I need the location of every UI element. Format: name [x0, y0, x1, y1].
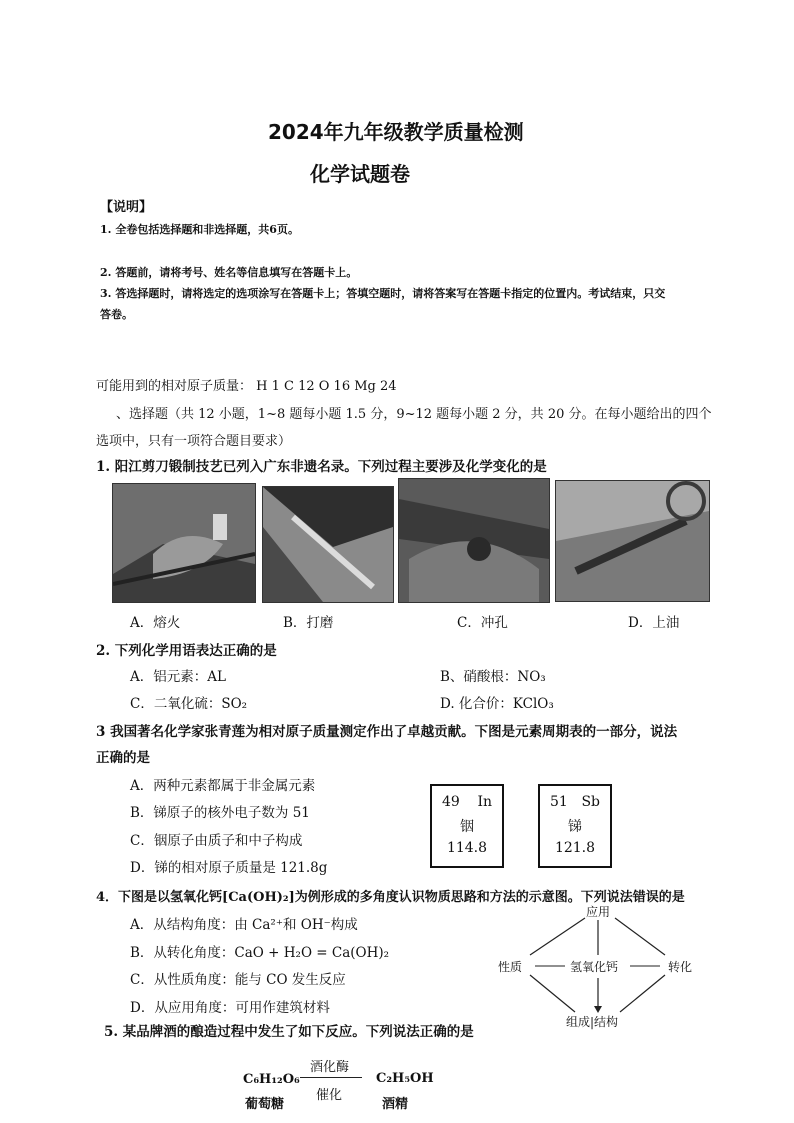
q5-stem: 5. 某品牌酒的酿造过程中发生了如下反应。下列说法正确的是 — [104, 1024, 474, 1040]
atomic-number: 49 — [442, 794, 460, 810]
q3-stem-line1: 3 我国著名化学家张青莲为相对原子质量测定作出了卓越贡献。下图是元素周期表的一部分，说法 — [96, 724, 678, 740]
q3-option-d: D．锑的相对原子质量是 121.8g — [130, 860, 328, 876]
note-item: 2. 答题前，请将考号、姓名等信息填写在答题卡上。 — [100, 266, 358, 279]
q3-option-b: B．锑原子的核外电子数为 51 — [130, 805, 310, 821]
periodic-cell-indium — [430, 784, 504, 868]
atomic-number: 51 — [550, 794, 568, 810]
element-symbol: In — [477, 794, 492, 810]
diagram-node-application: 应用 — [586, 905, 611, 919]
element-name: 锑 — [568, 819, 582, 835]
photo-oiling — [555, 480, 710, 602]
q3-option-a: A．两种元素都属于非金属元素 — [130, 778, 316, 794]
q4-option-a: A．从结构角度：由 Ca²⁺和 OH⁻构成 — [130, 917, 358, 933]
atomic-mass: 121.8 — [554, 840, 596, 856]
exam-subtitle: 化学试题卷 — [310, 162, 410, 186]
q1-option-a: A．熔火 — [130, 615, 181, 631]
diagram-node-property: 性质 — [498, 960, 523, 974]
q4-option-c: C．从性质角度：能与 CO 发生反应 — [130, 972, 346, 988]
note-item: 答卷。 — [100, 308, 133, 321]
q2-option-a: A．铝元素：AL — [130, 669, 226, 685]
q5-product-formula: C₂H₅OH — [376, 1071, 434, 1086]
photo-quenching — [112, 483, 256, 603]
q4-stem: 4．下图是以氢氧化钙[Ca(OH)₂]为例形成的多角度认识物质思路和方法的示意图。下列说法错误的是 — [96, 890, 685, 905]
q2-option-c: C．二氧化硫：SO₂ — [130, 696, 248, 712]
q2-option-d: D. 化合价：KClO₃ — [440, 696, 554, 712]
q5-condition-label: 催化 — [316, 1088, 343, 1103]
section-instructions-line1: 、选择题（共 12 小题，1~8 题每小题 1.5 分，9~12 题每小题 2 分，共 20 分。在每小题给出的四个 — [116, 407, 712, 422]
photo-grinding — [262, 486, 394, 603]
diagram-node-center: 氢氧化钙 — [570, 960, 619, 974]
element-name: 铟 — [460, 819, 474, 835]
q1-option-b: B．打磨 — [283, 615, 334, 631]
note-item: 3. 答选择题时，请将选定的选项涂写在答题卡上；答填空题时，请将答案写在答题卡指定的位置内。考试结束，只交 — [100, 287, 666, 300]
photo-punching — [398, 478, 550, 603]
q1-stem: 1. 阳江剪刀锻制技艺已列入广东非遗名录。下列过程主要涉及化学变化的是 — [96, 459, 547, 475]
q2-stem: 2. 下列化学用语表达正确的是 — [96, 643, 277, 659]
q5-catalyst-label: 酒化酶 — [310, 1060, 350, 1075]
q2-option-b: B、硝酸根：NO₃ — [440, 669, 546, 685]
periodic-cell-antimony — [538, 784, 612, 868]
note-item: 1. 全卷包括选择题和非选择题，共6页。 — [100, 223, 299, 236]
q3-option-c: C．铟原子由质子和中子构成 — [130, 833, 303, 849]
exam-title: 2024年九年级教学质量检测 — [268, 120, 524, 144]
perspective-diagram — [490, 900, 720, 1030]
q3-stem-line2: 正确的是 — [96, 750, 150, 766]
element-symbol: Sb — [581, 794, 600, 810]
q4-option-d: D．从应用角度：可用作建筑材料 — [130, 1000, 330, 1016]
section-instructions-line2: 选项中，只有一项符合题目要求） — [96, 434, 292, 449]
q4-option-b: B．从转化角度：CaO + H₂O = Ca(OH)₂ — [130, 945, 390, 961]
atomic-mass: 114.8 — [446, 840, 488, 856]
atomic-masses: 可能用到的相对原子质量： H 1 C 12 O 16 Mg 24 — [96, 379, 397, 394]
q5-product-name: 酒精 — [382, 1097, 409, 1112]
q5-reactant-formula: C₆H₁₂O₆ — [243, 1072, 300, 1087]
notes-heading: 【说明】 — [100, 200, 153, 215]
q5-reaction-arrow — [300, 1077, 362, 1078]
q1-option-d: D．上油 — [628, 615, 680, 631]
diagram-node-transformation: 转化 — [668, 960, 693, 974]
diagram-node-structure: 组成|结构 — [566, 1015, 619, 1029]
q1-option-c: C．冲孔 — [457, 615, 508, 631]
q5-reactant-name: 葡萄糖 — [245, 1097, 285, 1112]
